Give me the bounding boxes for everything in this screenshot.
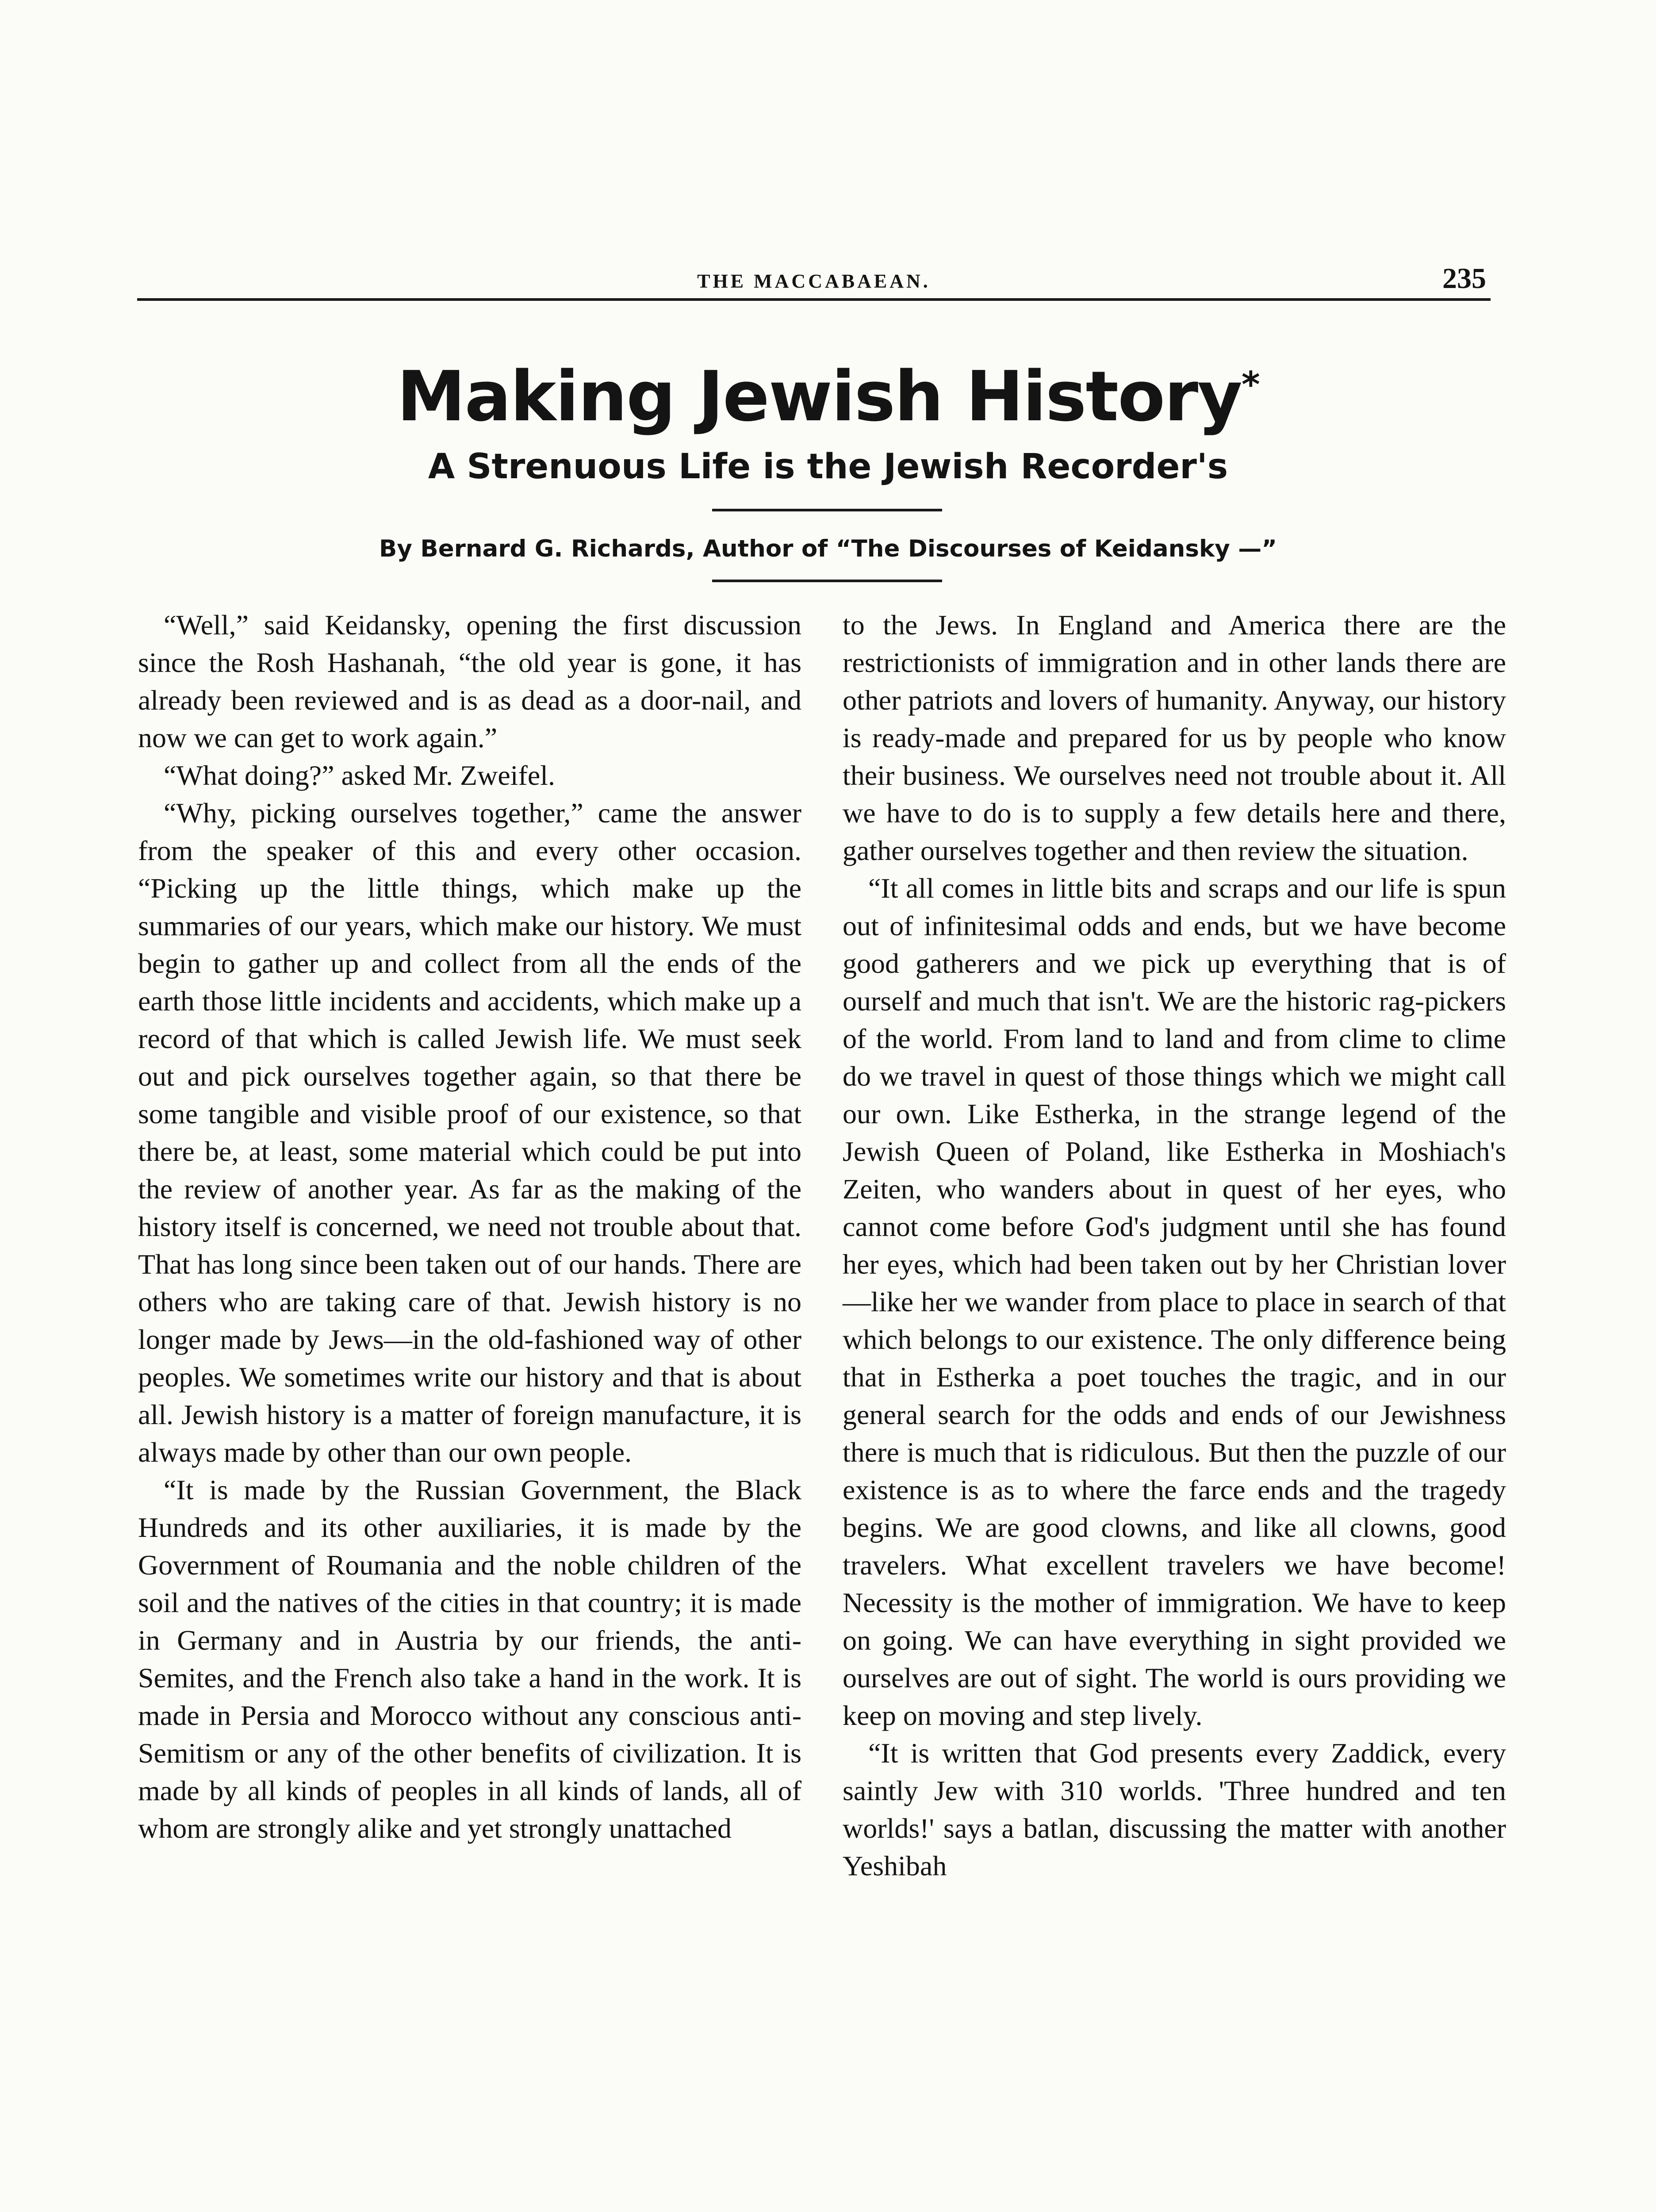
column-right <box>843 606 1506 1885</box>
paragraph: “Well,” said Keidansky, opening the first discussion since the Rosh Hashanah, “the old year is gone, it has already been reviewed and is as dead as a door-nail, and now we can get to work again.” <box>138 609 801 753</box>
article-title <box>0 356 1656 437</box>
article-subtitle: A Strenuous Life is the Jewish Recorder's <box>428 447 1228 487</box>
running-head <box>137 262 1491 301</box>
column-left <box>138 606 801 1847</box>
footnote-mark: * <box>1241 364 1259 405</box>
paragraph: “It is made by the Russian Government, the Black Hundreds and its other auxiliaries, it is made by the Government of Roumania and the noble children of the soil and the natives of the cities in that country; it is made in Germany and in Austria by our friends, the anti-Semites, and the French also take a hand in the work. It is made in Persia and Morocco without any conscious anti-Semitism or any of the other benefits of civilization. It is made by all kinds of peoples in all kinds of lands, all of whom are strongly alike and yet strongly unattached <box>138 1474 801 1844</box>
divider-rule-top <box>712 509 942 511</box>
paragraph: “It all comes in little bits and scraps and our life is spun out of infinitesimal odds and ends, but we have become good gatherers and we pick up everything that is of ourself and much that isn't. We are the historic rag-pickers of the world. From land to land and from clime to clime do we travel in quest of those things which we might call our own. Like Estherka, in the strange legend of the Jewish Queen of Poland, like Estherka in Moshiach's Zeiten, who wanders about in quest of her eyes, who cannot come before God's judgment until she has found her eyes, which had been taken out by her Christian lover—like her we wander from place to place in search of that which belongs to our existence. The only difference being that in Estherka a poet touches the tragic, and in our general search for the odds and ends of our Jewishness there is much that is ridiculous. But then the puzzle of our existence is as to where the farce ends and the tragedy begins. We are good clowns, and like all clowns, good travelers. What excellent travelers we have become! Necessity is the mother of immigration. We have to keep on going. We can have everything in sight provided we ourselves are out of sight. The world is ours providing we keep on moving and step lively. <box>843 872 1506 1731</box>
article-title-text: Making Jewish History <box>397 356 1242 437</box>
journal-title: THE MACCABAEAN. <box>697 270 931 292</box>
divider-rule-bottom <box>712 580 942 582</box>
paragraph: to the Jews. In England and America there are the restrictionists of immigration and in other lands there are other patriots and lovers of humanity. Anyway, our history is ready-made and prepared for us by people who know their business. We ourselves need not trouble about it. All we have to do is to supply a few details here and there, gather ourselves together and then review the situation. <box>843 609 1506 866</box>
page-number: 235 <box>1442 262 1486 295</box>
paragraph: “What doing?” asked Mr. Zweifel. <box>164 760 555 791</box>
header-rule <box>137 298 1491 301</box>
byline: By Bernard G. Richards, Author of “The Discourses of Keidansky —” <box>379 535 1277 562</box>
paragraph: “Why, picking ourselves together,” came the answer from the speaker of this and every other occasion. “Picking up the little things, which make up the summaries of our years, which make our history. We must begin to gather up and collect from all the ends of the earth those little incidents and accidents, which make up a record of that which is called Jewish life. We must seek out and pick ourselves together again, so that there be some tangible and visible proof of our existence, so that there be, at least, some material which could be put into the review of another year. As far as the making of the history itself is concerned, we need not trouble about that. That has long since been taken out of our hands. There are others who are taking care of that. Jewish history is no longer made by Jews—in the old-fashioned way of other peoples. We sometimes write our history and that is about all. Jewish history is a matter of foreign manufacture, it is always made by other than our own people. <box>138 797 801 1468</box>
paragraph: “It is written that God presents every Zaddick, every saintly Jew with 310 worlds. 'Three hundred and ten worlds!' says a batlan, discussing the matter with another Yeshibah <box>843 1737 1506 1882</box>
